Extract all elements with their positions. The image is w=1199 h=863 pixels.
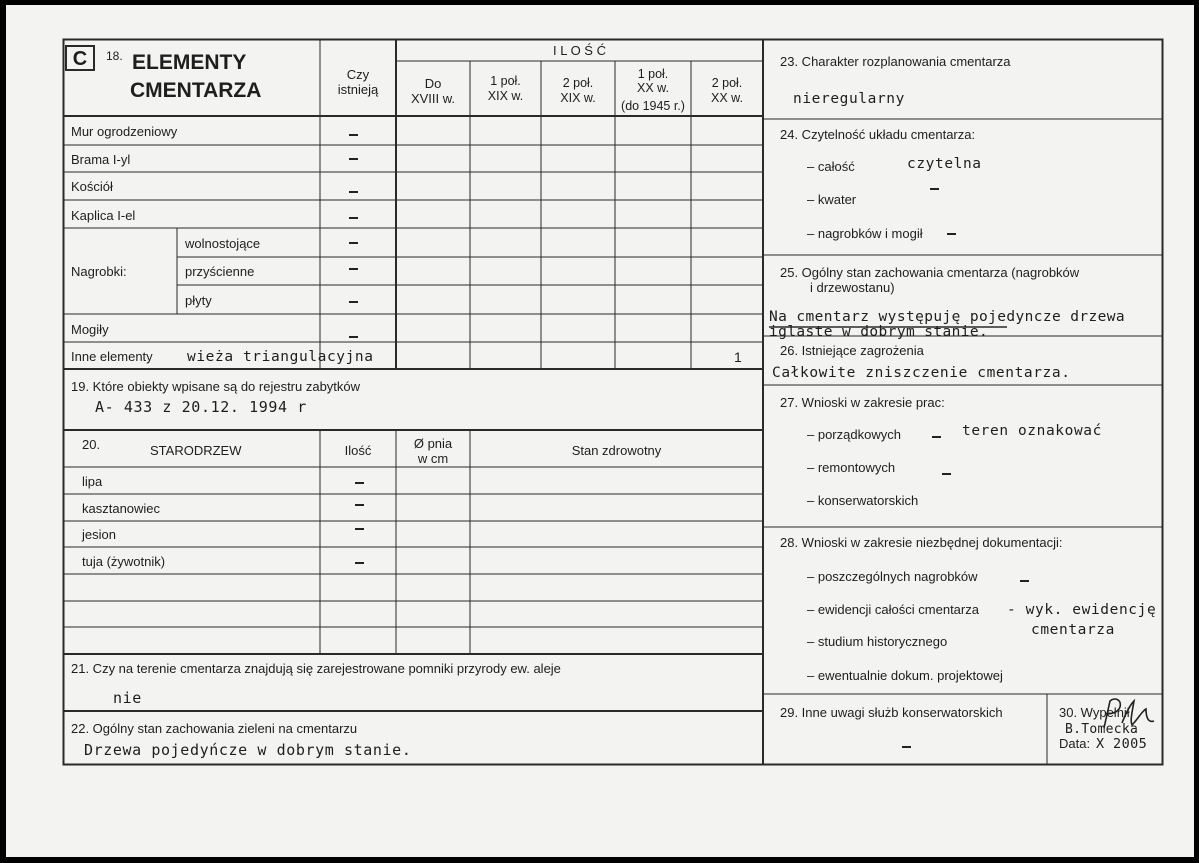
row-mur: Mur ogrodzeniowy — [71, 124, 178, 139]
row-wolnostojace: wolnostojące — [185, 236, 261, 251]
q25-label-line1: 25. Ogólny stan zachowania cmentarza (nagrobków — [780, 265, 1080, 280]
inne-value: wieża triangulacyjna — [187, 349, 374, 365]
row-nagrobki: Nagrobki: — [71, 264, 127, 279]
q19-value: A- 433 z 20.12. 1994 r — [95, 398, 307, 416]
inne-count: 1 — [734, 349, 742, 365]
q24-nagrobkow: – nagrobków i mogił — [807, 226, 923, 241]
q30-data-value: X 2005 — [1096, 736, 1148, 752]
q20-col-pnia: Ø pnia w cm — [413, 436, 453, 466]
q20-col-ilosc: Ilość — [344, 443, 372, 458]
row-inne: Inne elementy — [71, 349, 153, 364]
dash-tuja — [355, 562, 364, 564]
header-czy-istnieja: Czy istnieją — [337, 67, 379, 97]
q28-ewidencji: – ewidencji całości cmentarza — [807, 602, 979, 617]
q22-label: 22. Ogólny stan zachowania zieleni na cmentarzu — [71, 721, 358, 736]
dash-brama — [349, 158, 358, 160]
row-plyty: płyty — [185, 293, 212, 308]
q25-value-line2: iglaste w dobrym stanie. — [769, 324, 989, 340]
dash-przyscienne — [349, 268, 358, 270]
q30-data-label: Data: — [1059, 736, 1091, 751]
dash-kaplica — [349, 217, 358, 219]
q27-label: 27. Wnioski w zakresie prac: — [780, 395, 945, 410]
handwritten-signature — [1092, 693, 1162, 738]
q30-name: B.Tomecka — [1065, 722, 1139, 737]
row-mogily: Mogiły — [71, 322, 109, 337]
header-1pol-xx: 1 poł. XX w. — [637, 67, 669, 95]
q21-value: nie — [113, 689, 142, 707]
q19-label: 19. Które obiekty wpisane są do rejestru zabytków — [71, 379, 361, 394]
tree-row: jesion — [82, 527, 116, 542]
dash-plyty — [349, 301, 358, 303]
header-1pol-xx-note: (do 1945 r.) — [621, 99, 685, 113]
row-kaplica: Kaplica I-el — [71, 208, 136, 223]
q25-value-line1: Na cmentarz występuję pojedyncze drzewa — [769, 309, 1126, 325]
header-1pol-xix: 1 poł. XIX w. — [487, 74, 524, 103]
q23-value: nieregularny — [793, 91, 905, 107]
dash-jesion — [355, 528, 364, 530]
dash-kwater — [930, 188, 939, 190]
q28-poszczegolnych: – poszczególnych nagrobków — [807, 569, 978, 584]
q20-number: 20. — [82, 437, 101, 452]
dash-porzadkowych — [932, 436, 941, 438]
section-letter: C — [72, 48, 88, 70]
q20-col-stan: Stan zdrowotny — [571, 443, 662, 458]
row-przyscienne: przyścienne — [185, 264, 255, 279]
q28-ewidencji-value-line2: cmentarza — [1031, 622, 1115, 638]
q28-studium: – studium historycznego — [807, 634, 948, 649]
header-do-xviii: Do XVIII w. — [410, 76, 456, 106]
cemetery-record-form — [62, 38, 1163, 765]
tree-row: lipa — [82, 474, 103, 489]
section-number: 18. — [106, 49, 123, 63]
dash-kosciol — [349, 191, 358, 193]
q22-value: Drzewa pojedyńcze w dobrym stanie. — [84, 741, 412, 759]
dash-nagrobkow — [947, 233, 956, 235]
q21-label: 21. Czy na terenie cmentarza znajdują się zarejestrowane pomniki przyrody ew. aleje — [71, 661, 561, 676]
section-title-line2: CMENTARZA — [130, 79, 262, 102]
dash-kasztanowiec — [355, 504, 364, 506]
q28-ewidencji-value-line1: - wyk. ewidencję — [1007, 602, 1157, 618]
dash-mur — [349, 134, 358, 136]
q23-label: 23. Charakter rozplanowania cmentarza — [780, 54, 1011, 69]
scanned-form-page — [6, 5, 1194, 857]
q28-label: 28. Wnioski w zakresie niezbędnej dokumentacji: — [780, 535, 1063, 550]
q27-porzadkowych-value: teren oznakować — [962, 423, 1102, 439]
dash-wolnostojace — [349, 242, 358, 244]
row-brama: Brama I-yl — [71, 152, 131, 167]
row-kosciol: Kościół — [71, 179, 113, 194]
q24-kwater: – kwater — [807, 192, 857, 207]
tree-row: tuja (żywotnik) — [82, 554, 166, 569]
q29-label: 29. Inne uwagi służb konserwatorskich — [780, 705, 1003, 720]
q28-ewentualnie: – ewentualnie dokum. projektowej — [807, 668, 1003, 683]
q26-value: Całkowite zniszczenie cmentarza. — [772, 365, 1071, 381]
section-title-line1: ELEMENTY — [132, 51, 247, 74]
header-ilosc: I L O Ś Ć — [553, 43, 606, 58]
q30-label: 30. Wypełnił — [1059, 705, 1130, 720]
header-2pol-xx: 2 poł. XX w. — [711, 76, 743, 105]
dash-poszczegolnych — [1020, 580, 1029, 582]
q25-label-line2: i drzewostanu) — [810, 280, 895, 295]
q24-calosc-value: czytelna — [907, 156, 982, 172]
dash-q29 — [902, 746, 911, 748]
q27-remontowych: – remontowych — [807, 460, 896, 475]
dash-remontowych — [942, 473, 951, 475]
tree-row: kasztanowiec — [82, 501, 161, 516]
q24-label: 24. Czytelność układu cmentarza: — [780, 127, 976, 142]
header-2pol-xix: 2 poł. XIX w. — [560, 76, 596, 105]
q26-label: 26. Istniejące zagrożenia — [780, 343, 924, 358]
q27-konserwatorskich: – konserwatorskich — [807, 493, 919, 508]
dash-lipa — [355, 482, 364, 484]
dash-mogily — [349, 336, 358, 338]
q24-calosc: – całość — [807, 159, 855, 174]
q20-title: STARODRZEW — [150, 443, 242, 458]
q27-porzadkowych: – porządkowych — [807, 427, 901, 442]
